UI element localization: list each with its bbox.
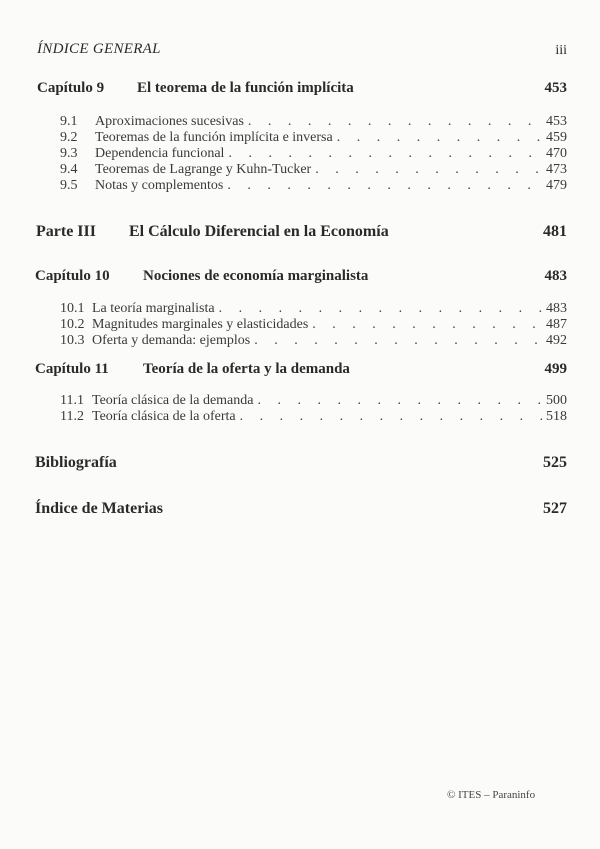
- section-title: Aproximaciones sucesivas: [95, 114, 244, 129]
- toc-chapter-9[interactable]: [37, 80, 567, 97]
- section-title: Teoría clásica de la demanda: [92, 393, 254, 408]
- section-title: Teoremas de Lagrange y Kuhn-Tucker: [95, 162, 312, 177]
- section-page: 453: [546, 114, 567, 129]
- section-page: 487: [546, 317, 567, 332]
- section-number: 11.2: [60, 409, 84, 424]
- dot-leader: [312, 317, 542, 333]
- chapter-label: Capítulo 10: [35, 268, 110, 284]
- section-number: 10.2: [60, 317, 85, 332]
- toc-part-3[interactable]: [36, 223, 567, 241]
- bibliography-title: Bibliografía: [35, 454, 117, 471]
- toc-entry[interactable]: [60, 114, 567, 130]
- toc-entry[interactable]: [60, 162, 567, 178]
- toc-entry[interactable]: [60, 317, 567, 333]
- toc-entry[interactable]: [60, 409, 567, 425]
- toc-subject-index[interactable]: [35, 500, 567, 518]
- toc-entry[interactable]: [60, 178, 567, 194]
- chapter-title: El teorema de la función implícita: [137, 80, 354, 96]
- chapter-page: 453: [544, 80, 567, 96]
- section-title: Magnitudes marginales y elasticidades: [92, 317, 309, 332]
- section-page: 459: [546, 130, 567, 145]
- toc-entry[interactable]: [60, 146, 567, 162]
- toc-entry[interactable]: [60, 301, 567, 317]
- chapter-title: Nociones de economía marginalista: [143, 268, 369, 284]
- chapter-title: Teoría de la oferta y la demanda: [143, 361, 350, 377]
- section-number: 11.1: [60, 393, 84, 408]
- dot-leader: [240, 409, 542, 425]
- section-title: Teoremas de la función implícita e inversa: [95, 130, 333, 145]
- section-page: 479: [546, 178, 567, 193]
- section-number: 9.4: [60, 162, 78, 177]
- section-number: 10.3: [60, 333, 85, 348]
- chapter-label: Capítulo 9: [37, 80, 105, 96]
- chapter-page: 483: [544, 268, 567, 284]
- section-page: 518: [546, 409, 567, 424]
- bibliography-page: 525: [543, 454, 567, 471]
- section-title: Oferta y demanda: ejemplos: [92, 333, 251, 348]
- dot-leader: [248, 114, 542, 130]
- section-number: 9.3: [60, 146, 78, 161]
- section-page: 492: [546, 333, 567, 348]
- subject-index-page: 527: [543, 500, 567, 517]
- dot-leader: [315, 162, 542, 178]
- toc-chapter-11[interactable]: [35, 361, 567, 378]
- section-title: Notas y complementos: [95, 178, 224, 193]
- section-title: La teoría marginalista: [92, 301, 215, 316]
- subject-index-title: Índice de Materias: [35, 500, 163, 517]
- dot-leader: [219, 301, 542, 317]
- section-number: 9.2: [60, 130, 78, 145]
- dot-leader: [227, 178, 542, 194]
- toc-bibliography[interactable]: [35, 454, 567, 472]
- chapter-page: 499: [544, 361, 567, 377]
- section-page: 500: [546, 393, 567, 408]
- section-number: 10.1: [60, 301, 85, 316]
- section-title: Teoría clásica de la oferta: [92, 409, 236, 424]
- running-header: ÍNDICE GENERAL: [37, 41, 161, 57]
- section-page: 483: [546, 301, 567, 316]
- part-page: 481: [543, 223, 567, 240]
- part-label: Parte III: [36, 223, 96, 240]
- chapter-label: Capítulo 11: [35, 361, 109, 377]
- dot-leader: [228, 146, 542, 162]
- section-page: 473: [546, 162, 567, 177]
- dot-leader: [258, 393, 543, 409]
- page-number: iii: [555, 43, 567, 58]
- section-number: 9.5: [60, 178, 78, 193]
- section-number: 9.1: [60, 114, 78, 129]
- section-title: Dependencia funcional: [95, 146, 225, 161]
- copyright-footer: © ITES – Paraninfo: [447, 789, 536, 801]
- toc-entry[interactable]: [60, 393, 567, 409]
- toc-chapter-10[interactable]: [35, 268, 567, 285]
- dot-leader: [254, 333, 542, 349]
- dot-leader: [337, 130, 542, 146]
- section-page: 470: [546, 146, 567, 161]
- toc-entry[interactable]: [60, 333, 567, 349]
- toc-entry[interactable]: [60, 130, 567, 146]
- part-title: El Cálculo Diferencial en la Economía: [129, 223, 389, 240]
